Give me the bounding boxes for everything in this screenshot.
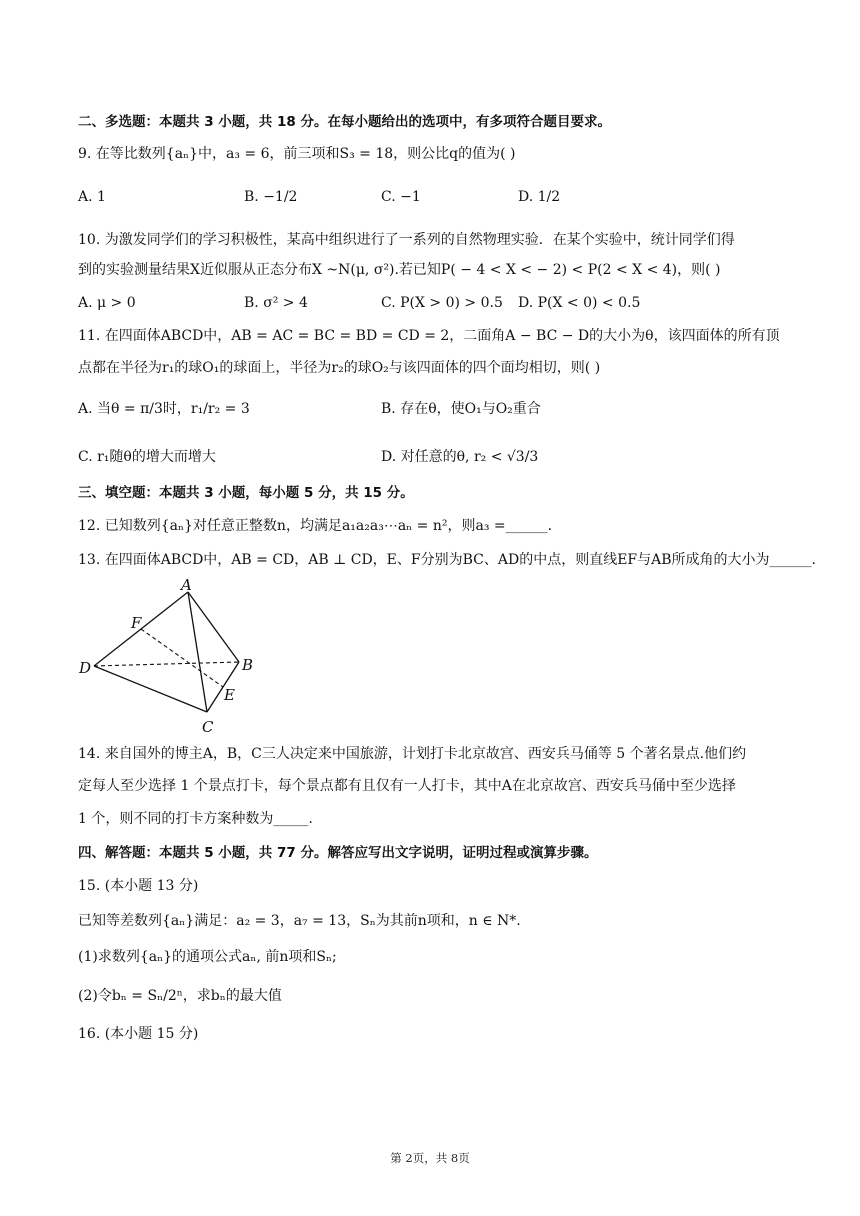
q10-option-c: C. P(X > 0) > 0.5 <box>381 295 503 311</box>
question-11-stem-line2: 点都在半径为r₁的球O₁的球面上，半径为r₂的球O₂与该四面体的四个面均相切，则( ) <box>78 360 601 376</box>
fill-blank-section-header: 三、填空题：本题共 3 小题，每小题 5 分，共 15 分。 <box>78 485 414 501</box>
q10-option-a: A. μ > 0 <box>78 295 136 311</box>
question-14-line1: 14. 来自国外的博主A，B，C三人决定来中国旅游，计划打卡北京故宫、西安兵马俑等 5 个著名景点.他们约 <box>78 746 747 762</box>
label-b: B <box>242 656 254 674</box>
multi-choice-section-header: 二、多选题：本题共 3 小题，共 18 分。在每小题给出的选项中，有多项符合题目要求。 <box>78 114 611 130</box>
q11-option-d: D. 对任意的θ, r₂ < √3/3 <box>381 449 539 465</box>
question-15-stem: 已知等差数列{aₙ}满足：a₂ = 3，a₇ = 13，Sₙ为其前n项和，n ∈ N*. <box>78 913 521 929</box>
question-15-part2: (2)令bₙ = Sₙ/2ⁿ，求bₙ的最大值 <box>78 988 282 1004</box>
question-16-title: 16. (本小题 15 分) <box>78 1026 199 1042</box>
question-11-stem-line1: 11. 在四面体ABCD中，AB = AC = BC = BD = CD = 2，二面角A − BC − D的大小为θ，该四面体的所有顶 <box>78 328 780 344</box>
question-12-stem: 12. 已知数列{aₙ}对任意正整数n，均满足a₁a₂a₃⋯aₙ = n²，则a₃ =______. <box>78 518 553 534</box>
question-10-stem-line2: 到的实验测量结果X近似服从正态分布X ~N(μ, σ²).若已知P( − 4 < X < − 2) < P(2 < X < 4)，则( ) <box>78 262 721 278</box>
q9-option-d: D. 1/2 <box>518 189 561 205</box>
question-15-part1: (1)求数列{aₙ}的通项公式aₙ, 前n项和Sₙ; <box>78 949 337 965</box>
q9-option-a: A. 1 <box>78 189 106 205</box>
q10-option-d: D. P(X < 0) < 0.5 <box>518 295 641 311</box>
question-9-stem: 9. 在等比数列{aₙ}中，a₃ = 6，前三项和S₃ = 18，则公比q的值为( ) <box>78 146 516 162</box>
question-13-stem: 13. 在四面体ABCD中，AB = CD，AB ⊥ CD，E、F分别为BC、AD的中点，则直线EF与AB所成角的大小为______. <box>78 552 816 568</box>
tetrahedron-figure <box>74 578 274 736</box>
q10-option-b: B. σ² > 4 <box>244 295 308 311</box>
label-f: F <box>131 614 142 632</box>
q11-option-a: A. 当θ = π/3时，r₁/r₂ = 3 <box>78 401 250 417</box>
q9-option-c: C. −1 <box>381 189 421 205</box>
page-footer: 第 2页，共 8页 <box>390 1151 470 1165</box>
label-e: E <box>224 686 235 704</box>
question-15-title: 15. (本小题 13 分) <box>78 878 199 894</box>
solution-section-header: 四、解答题：本题共 5 小题，共 77 分。解答应写出文字说明，证明过程或演算步骤。 <box>78 845 598 861</box>
label-c: C <box>202 718 214 736</box>
q9-option-b: B. −1/2 <box>244 189 298 205</box>
question-10-stem-line1: 10. 为激发同学们的学习积极性，某高中组织进行了一系列的自然物理实验．在某个实验中，统计同学们得 <box>78 232 735 248</box>
label-d: D <box>79 659 92 677</box>
q11-option-c: C. r₁随θ的增大而增大 <box>78 449 216 465</box>
question-14-line3: 1 个，则不同的打卡方案种数为_____. <box>78 811 313 827</box>
q11-option-b: B. 存在θ，使O₁与O₂重合 <box>381 401 541 417</box>
question-14-line2: 定每人至少选择 1 个景点打卡，每个景点都有且仅有一人打卡，其中A在北京故宫、西安兵马俑中至少选择 <box>78 778 736 794</box>
label-a: A <box>181 578 192 594</box>
